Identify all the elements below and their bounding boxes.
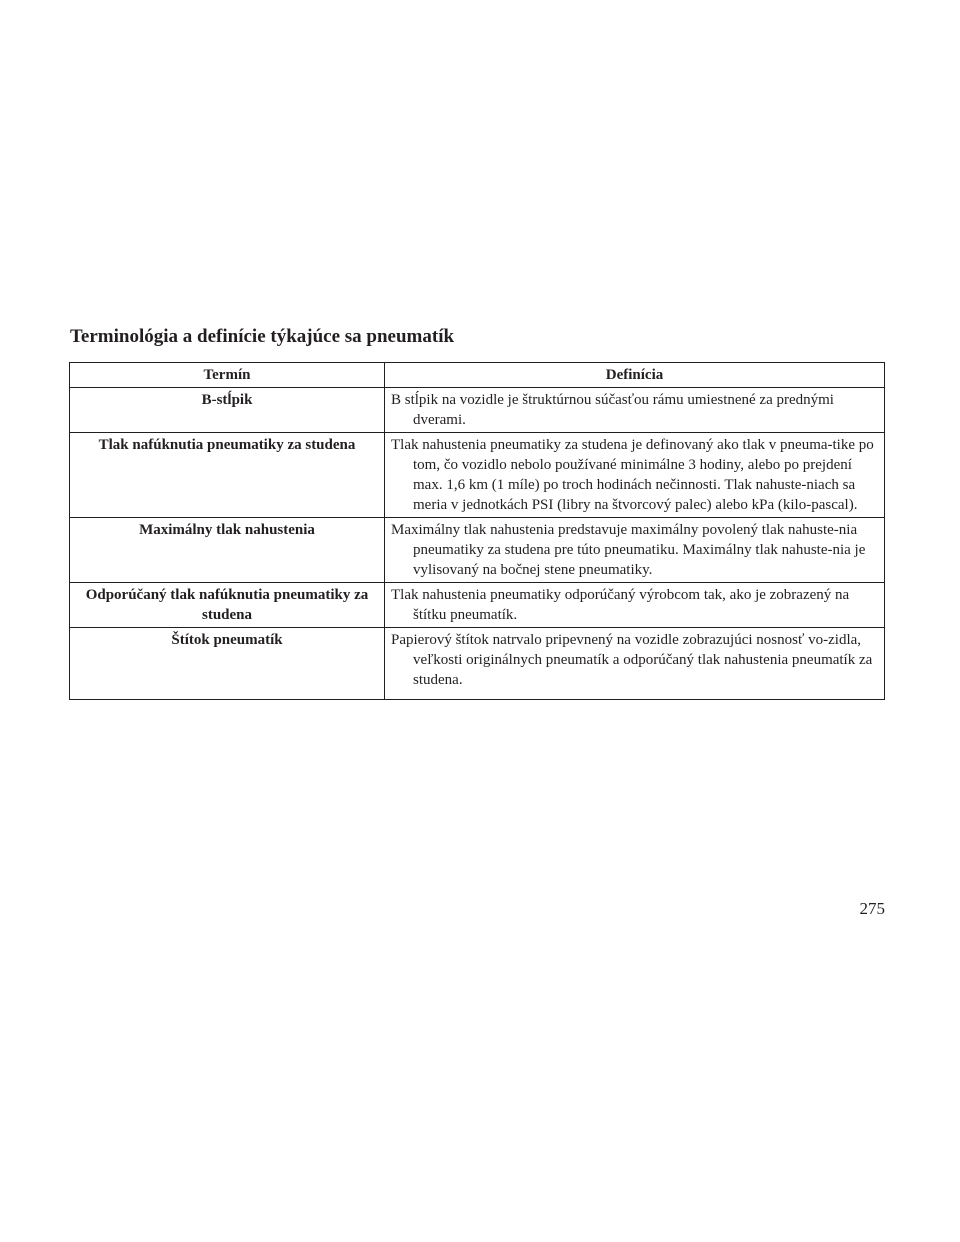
definition-cell — [385, 583, 885, 628]
definition-text: Maximálny tlak nahustenia predstavuje maximálny povolený tlak nahuste-nia pneumatiky za studena pre túto pneumatiku. Maximálny tlak nahuste-nia je vylisovaný na bočnej stene pneumatiky. — [391, 522, 866, 578]
column-header-term: Termín — [70, 363, 385, 388]
page-number: 275 — [859, 899, 885, 918]
term-cell: Štítok pneumatík — [70, 628, 385, 700]
term-cell: Maximálny tlak nahustenia — [70, 518, 385, 583]
definition-cell — [385, 388, 885, 433]
definition-text: Papierový štítok natrvalo pripevnený na vozidle zobrazujúci nosnosť vo-zidla, veľkosti originálnych pneumatík a odporúčaný tlak nahustenia pneumatík za studena. — [391, 632, 873, 688]
table-row — [70, 628, 885, 700]
definition-cell — [385, 433, 885, 518]
terminology-table — [69, 362, 885, 700]
term-cell: Odporúčaný tlak nafúknutia pneumatiky za studena — [70, 583, 385, 628]
column-header-definition: Definícia — [605, 367, 664, 383]
table-row — [70, 388, 885, 433]
term-cell: Tlak nafúknutia pneumatiky za studena — [70, 433, 385, 518]
definition-text: B stĺpik na vozidle je štruktúrnou súčasťou rámu umiestnené za prednými dverami. — [391, 392, 834, 428]
table-header — [70, 363, 885, 388]
term-cell: B-stĺpik — [70, 388, 385, 433]
table-header-row — [70, 363, 885, 388]
definition-text: Tlak nahustenia pneumatiky odporúčaný výrobcom tak, ako je zobrazený na štítku pneumatík. — [391, 587, 850, 623]
definition-text: Tlak nahustenia pneumatiky za studena je definovaný ako tlak v pneuma-tike po tom, čo vozidlo nebolo používané minimálne 3 hodiny, alebo po prejdení max. 1,6 km (1 míle) po troch hodinách nečinnosti. Tlak nahuste-niach sa meria v jednotkách PSI (libry na štvorcový palec) alebo kPa (kilo-pascal). — [391, 437, 874, 513]
section-title: Terminológia a definície týkajúce sa pneumatík — [70, 326, 455, 347]
table-row — [70, 518, 885, 583]
definition-cell — [385, 628, 885, 700]
table-body — [70, 388, 885, 700]
definition-cell — [385, 518, 885, 583]
table-row — [70, 433, 885, 518]
table-row — [70, 583, 885, 628]
